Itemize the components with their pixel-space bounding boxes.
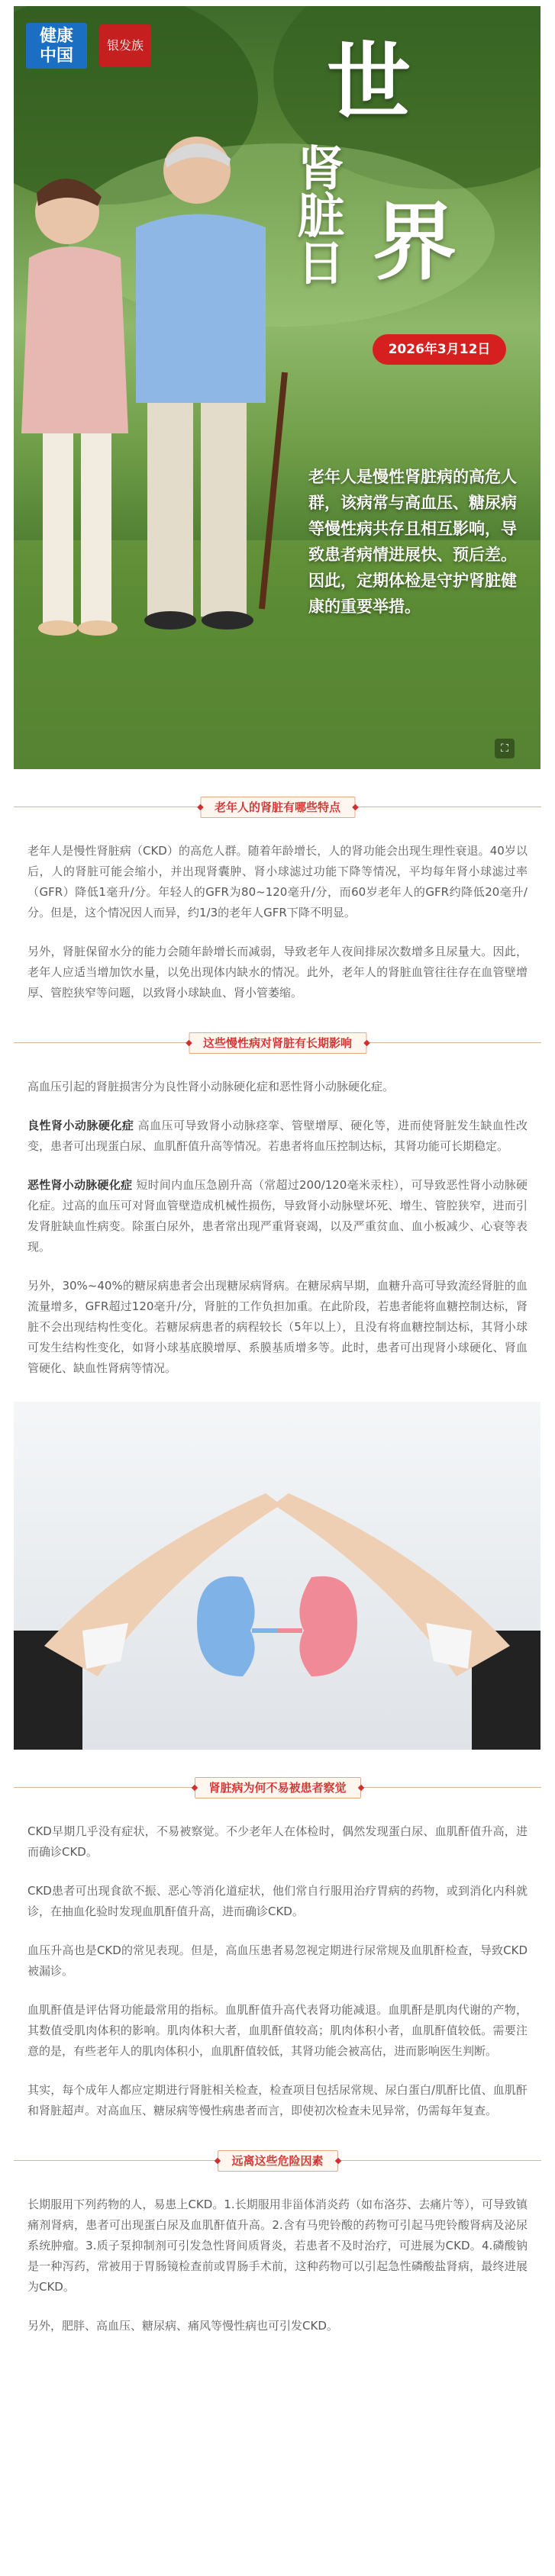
- paragraph-text: 短时间内血压急剧升高（常超过200/120毫米汞柱），可导致恶性肾小动脉硬化症。过高的血压可对肾血管壁造成机械性损伤，导致肾小动脉壁坏死、增生、管腔狭窄，进而引发肾脏缺血性病变。除蛋白尿外，患者常出现严重肾衰竭，以及严重贫血、血小板减少、心衰等表现。: [27, 1178, 528, 1254]
- paragraph-with-heading: [27, 1116, 528, 1157]
- section-title: 远离这些危险因素: [217, 2150, 337, 2172]
- paragraph: CKD早期几乎没有症状，不易被察觉。不少老年人在体检时，偶然发现蛋白尿、血肌酐值升高，进而确诊CKD。: [27, 1824, 528, 1859]
- hero-subtitle: 肾脏日: [289, 143, 345, 285]
- paragraph: 血压升高也是CKD的常见表现。但是，高血压患者易忽视定期进行尿常规及血肌酐检查，导致CKD被漏诊。: [27, 1943, 528, 1978]
- jiankang-zhongguo-logo: 健康 中国: [26, 23, 87, 69]
- hero-title-char-2: 界: [373, 193, 457, 291]
- section-header-1: [14, 792, 541, 823]
- paragraph-lead: 恶性肾小动脉硬化症: [27, 1178, 133, 1192]
- paragraph-lead: 良性肾小动脉硬化症: [27, 1119, 134, 1132]
- image-zoom-icon[interactable]: ⛶: [495, 739, 515, 758]
- paragraph-text: 高血压可导致肾小动脉痉挛、管壁增厚、硬化等，进而使肾脏发生缺血性改变，患者可出现蛋白尿、血肌酐值升高等情况。若患者将血压控制达标，其肾功能可长期稳定。: [27, 1119, 528, 1153]
- hero-banner: [14, 6, 540, 769]
- paragraph: 老年人是慢性肾脏病（CKD）的高危人群。随着年龄增长，人的肾功能会出现生理性衰退。40岁以后，人的肾脏可能会缩小，并出现肾囊肿、肾小球滤过功能下降等情况，平均每年肾小球滤过率（GFR）降低1毫升/分。年轻人的GFR为80~120毫升/分，而60岁老年人的GFR约降低20毫升/分。但是，这个情况因人而异，约1/3的老年人GFR下降不明显。: [27, 844, 528, 919]
- paragraph: 另外，30%~40%的糖尿病患者会出现糖尿病肾病。在糖尿病早期，血糖升高可导致流经肾脏的血流量增多，GFR超过120毫升/分，肾脏的工作负担加重。在此阶段，若患者能将血糖控制达标，肾脏不会出现结构性变化。若糖尿病患者的病程较长（5年以上），且没有将血糖控制达标，其肾小球可发生结构性变化，如肾小球基底膜增厚、系膜基质增多等。此时，患者可出现肾小球硬化、肾血管硬化、缺血性肾病等情况。: [27, 1279, 528, 1375]
- date-badge: 2026年3月12日: [373, 334, 506, 365]
- hero-title-char-1: 世: [327, 33, 411, 131]
- section-title: 这些慢性病对肾脏有长期影响: [189, 1032, 366, 1054]
- paragraph-with-heading: [27, 1175, 528, 1257]
- section-header-3: [14, 1773, 541, 1803]
- paragraph: 其实，每个成年人都应定期进行肾脏相关检查，检查项目包括尿常规、尿白蛋白/肌酐比值、血肌酐和肾脏超声。对高血压、糖尿病等慢性病患者而言，即使初次检查未见异常，仍需每年复查。: [27, 2083, 528, 2117]
- section-title: 老年人的肾脏有哪些特点: [200, 797, 355, 818]
- section-title: 肾脏病为何不易被患者察觉: [194, 1777, 360, 1798]
- hero-background-image: [14, 6, 540, 769]
- hands-kidney-image: [14, 1402, 540, 1750]
- section-header-4: [14, 2146, 541, 2176]
- yinfazu-logo: 银发族: [99, 24, 151, 67]
- paragraph: 高血压引起的肾脏损害分为良性肾小动脉硬化症和恶性肾小动脉硬化症。: [27, 1080, 395, 1093]
- paragraph: 长期服用下列药物的人，易患上CKD。1.长期服用非甾体消炎药（如布洛芬、去痛片等），可导致镇痛剂肾病，患者可出现蛋白尿及血肌酐值升高。2.含有马兜铃酸的药物可引起马兜铃酸肾病及泌尿系统肿瘤。3.质子泵抑制剂可引发急性肾间质肾炎，若患者不及时治疗，可进展为CKD。4.磷酸钠是一种泻药，常被用于胃肠镜检查前或胃肠手术前，这种药物可以引起急性磷酸盐肾病，最终进展为CKD。: [27, 2198, 528, 2294]
- section-header-2: [14, 1028, 541, 1058]
- paragraph: CKD患者可出现食欲不振、恶心等消化道症状，他们常自行服用治疗胃病的药物，或到消化内科就诊，在抽血化验时发现血肌酐值升高，进而确诊CKD。: [27, 1884, 528, 1918]
- paragraph: 另外，肥胖、高血压、糖尿病、痛风等慢性病也可引发CKD。: [27, 2319, 338, 2333]
- hero-intro-text: 老年人是慢性肾脏病的高危人群，该病常与高血压、糖尿病等慢性病共存且相互影响，导致患者病情进展快、预后差。因此，定期体检是守护肾脏健康的重要举措。: [308, 468, 517, 616]
- paragraph: 血肌酐值是评估肾功能最常用的指标。血肌酐值升高代表肾功能减退。血肌酐是肌肉代谢的产物，其数值受肌肉体积的影响。肌肉体积大者，血肌酐值较高；肌肉体积小者，血肌酐值较低。需要注意的是，有些老年人的肌肉体积小，血肌酐值较低，其肾功能会被高估，进而影响医生判断。: [27, 2003, 528, 2058]
- kidney-care-illustration: [14, 1402, 540, 1750]
- paragraph: 另外，肾脏保留水分的能力会随年龄增长而减弱，导致老年人夜间排尿次数增多且尿量大。因此，老年人应适当增加饮水量，以免出现体内缺水的情况。此外，老年人的肾脏血管往往存在血管壁增厚、管腔狭窄等问题，以致肾小球缺血、肾小管萎缩。: [27, 945, 528, 1000]
